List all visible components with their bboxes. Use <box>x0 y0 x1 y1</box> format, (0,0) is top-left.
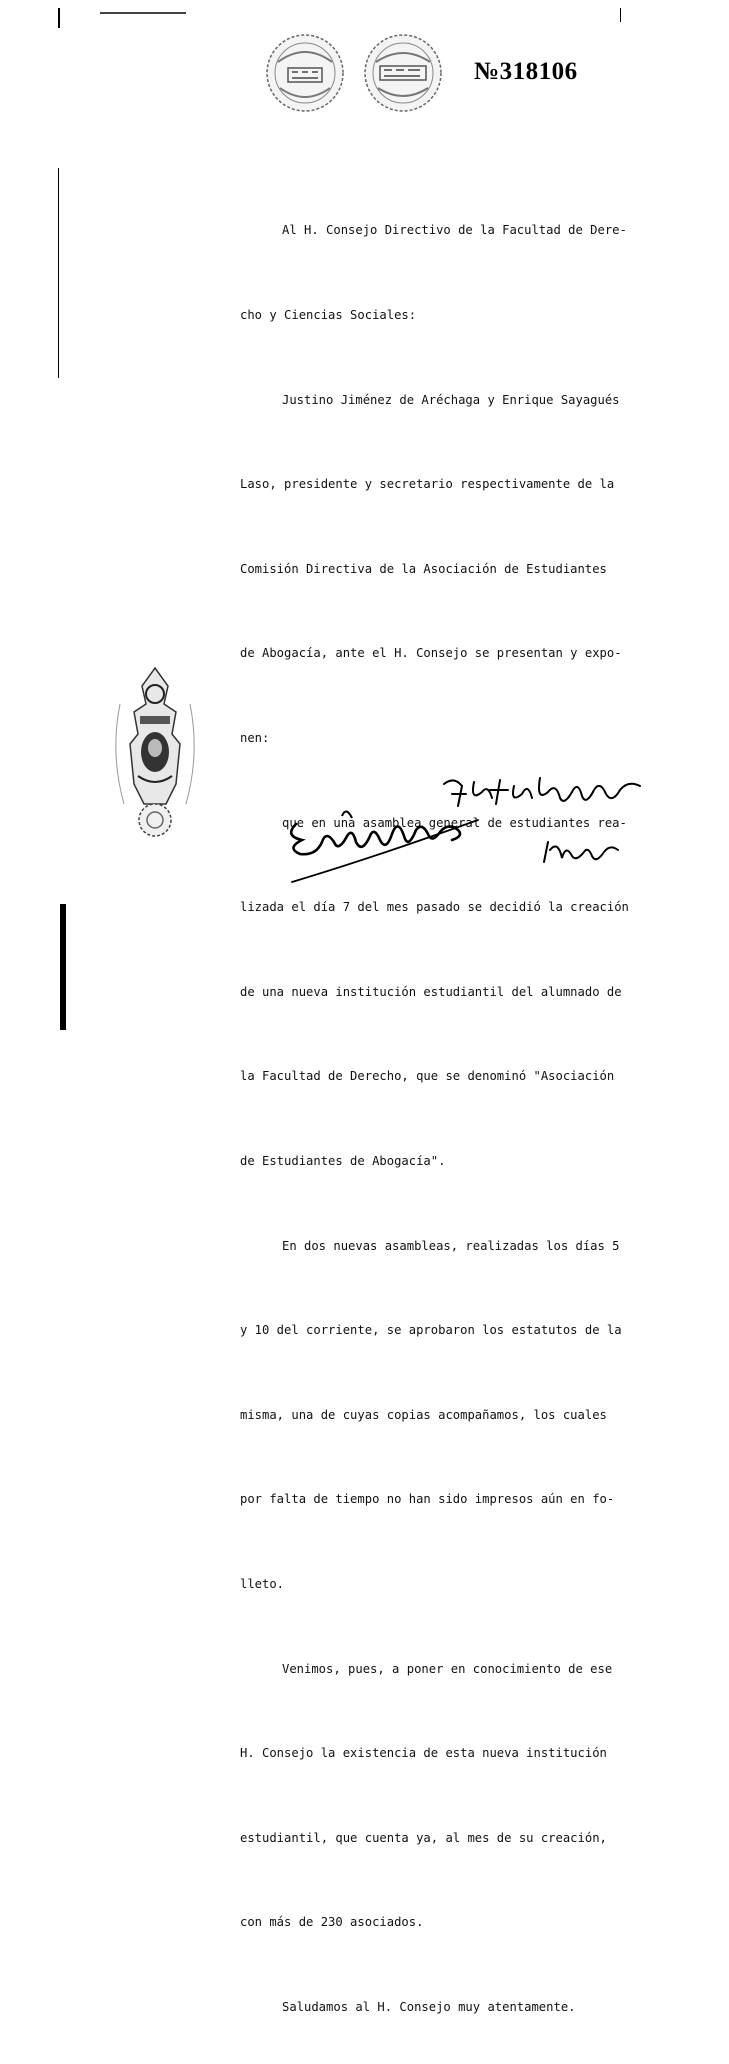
text-line: nen: <box>240 730 270 745</box>
fiscal-stamp-icon <box>362 32 444 114</box>
text-line: y 10 del corriente, se aprobaron los estatutos de la <box>240 1323 622 1338</box>
text-line: Comisión Directiva de la Asociación de Estudiantes <box>240 561 607 576</box>
text-line: misma, una de cuyas copias acompañamos, los cuales <box>240 1407 607 1422</box>
signature-jimenez-de-arechaga <box>440 772 650 816</box>
scan-artifact-rule <box>100 12 186 14</box>
text-line: lizada el día 7 del mes pasado se decidió la creación <box>240 900 629 915</box>
text-line: por falta de tiempo no han sido impresos aún en fo- <box>240 1492 615 1507</box>
text-line: de Abogacía, ante el H. Consejo se presentan y expo- <box>240 646 622 661</box>
letter-body <box>240 160 640 2064</box>
text-line: lleto. <box>240 1576 285 1591</box>
text-line: H. Consejo la existencia de esta nueva institución <box>240 1746 607 1761</box>
scan-edge-mark <box>58 8 60 28</box>
text-line: la Facultad de Derecho, que se denominó "Asociación <box>240 1069 615 1084</box>
text-line: con más de 230 asociados. <box>240 1915 424 1930</box>
text-line: Laso, presidente y secretario respectivamente de la <box>240 477 615 492</box>
text-line: Saludamos al H. Consejo muy atentamente. <box>282 1999 576 2014</box>
text-line: Justino Jiménez de Aréchaga y Enrique Sayagués <box>282 392 620 407</box>
text-line: cho y Ciencias Sociales: <box>240 308 417 322</box>
association-seal-icon <box>110 664 200 840</box>
text-line: de Estudiantes de Abogacía". <box>240 1153 446 1168</box>
scan-edge-mark <box>58 168 59 378</box>
text-line: Venimos, pues, a poner en conocimiento de ese <box>282 1661 613 1676</box>
text-line: estudiantil, que cuenta ya, al mes de su creación, <box>240 1830 607 1845</box>
scan-edge-mark <box>620 8 621 22</box>
fiscal-stamp-icon <box>264 32 346 114</box>
text-line: Al H. Consejo Directivo de la Facultad de Dere- <box>282 223 627 238</box>
text-line: que en una asamblea general de estudiantes rea- <box>282 815 627 830</box>
text-line: En dos nuevas asambleas, realizadas los días 5 <box>282 1238 620 1253</box>
initials-mark <box>540 832 630 872</box>
text-line: de una nueva institución estudiantil del alumnado de <box>240 984 622 999</box>
serial-number: №318106 <box>474 58 578 85</box>
scan-edge-bar <box>60 904 66 1030</box>
